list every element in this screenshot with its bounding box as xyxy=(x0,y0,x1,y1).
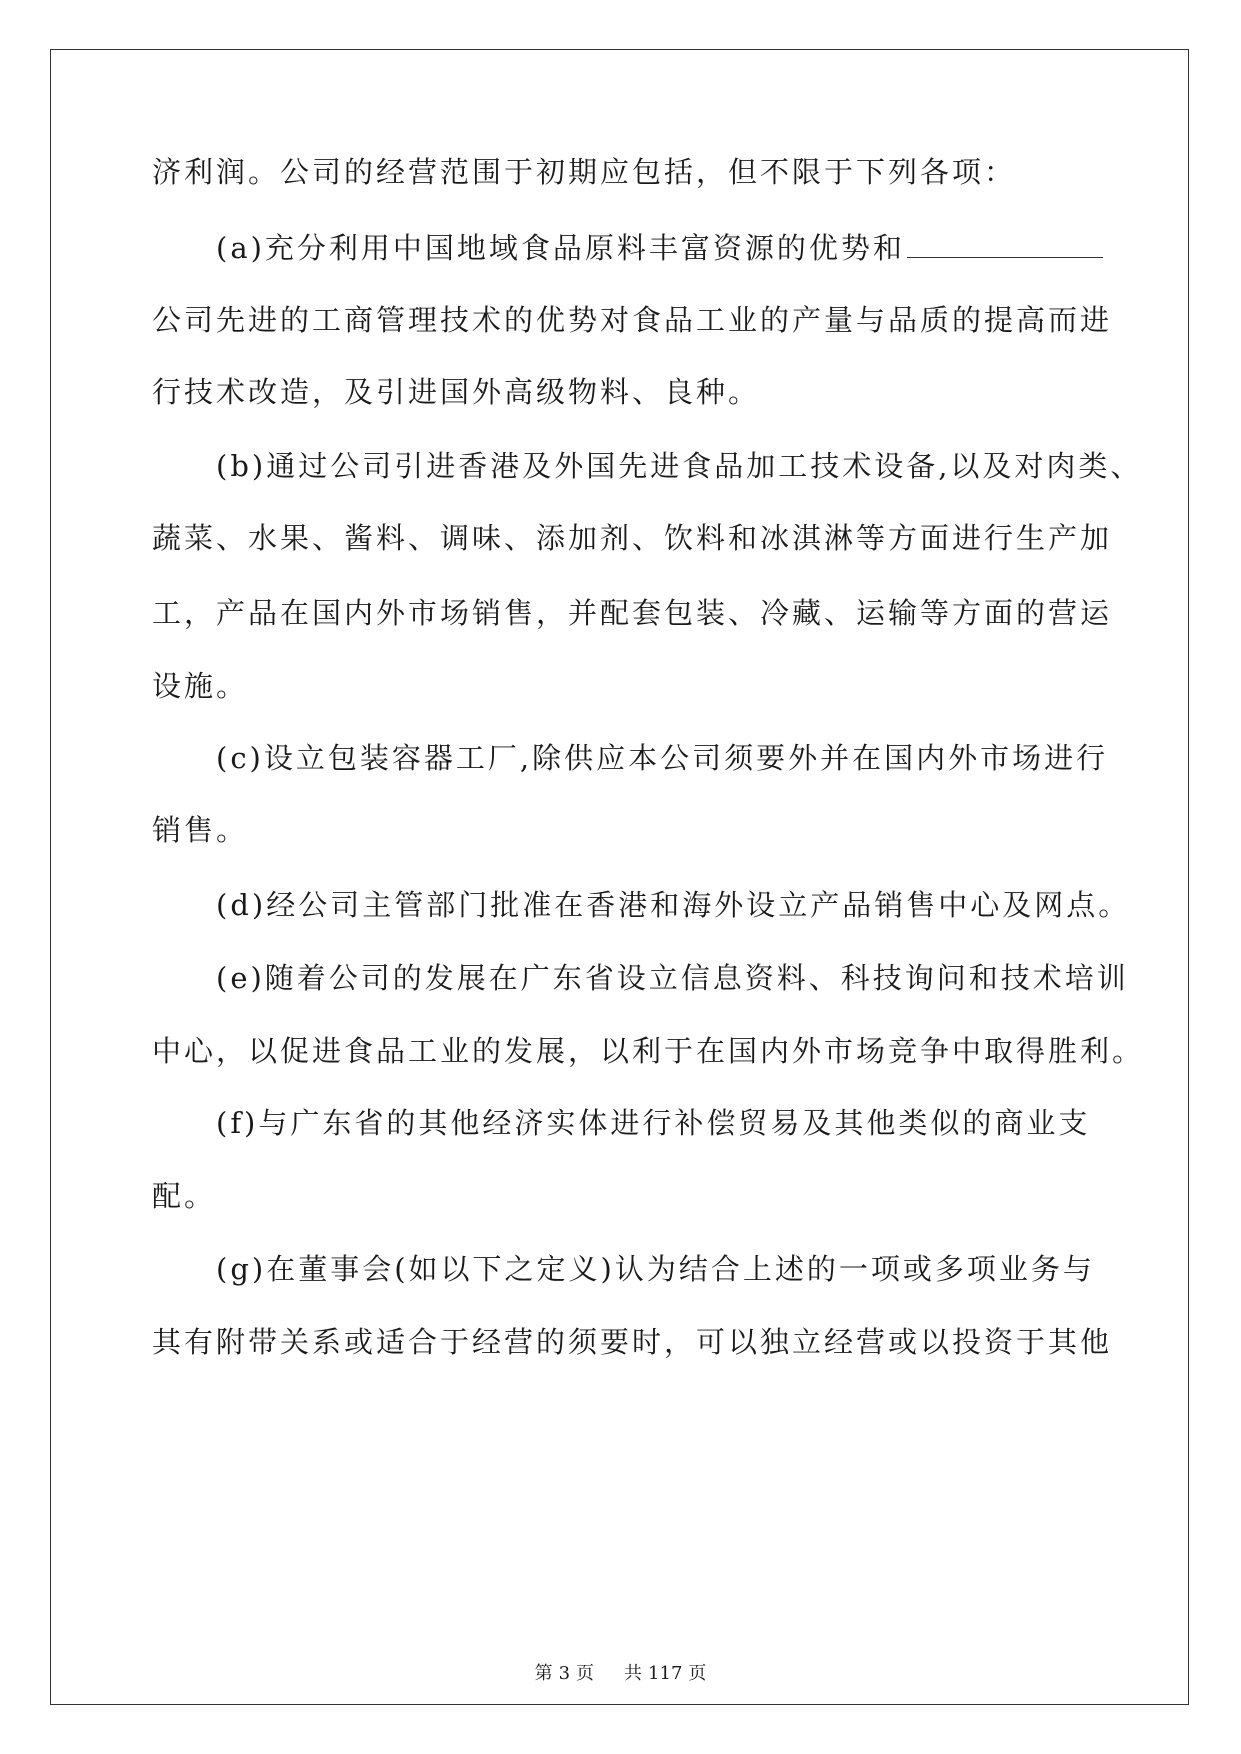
page-prefix: 第 xyxy=(534,1663,553,1684)
page-footer xyxy=(0,1662,1241,1686)
text-line-9: (c)设立包装容器工厂,除供应本公司须要外并在国内外市场进行 xyxy=(216,741,1109,775)
text-line-12: (e)随着公司的发展在广东省设立信息资料、科技询问和技术培训 xyxy=(216,961,1129,995)
total-prefix: 共 xyxy=(624,1663,643,1684)
text-line-2 xyxy=(216,228,1103,268)
page-border xyxy=(50,49,1189,1705)
text-line-13: 中心，以促进食品工业的发展，以利于在国内外市场竞争中取得胜利。 xyxy=(152,1034,1145,1068)
total-pages: 117 xyxy=(648,1663,683,1684)
text-line-11: (d)经公司主管部门批准在香港和海外设立产品销售中心及网点。 xyxy=(216,888,1131,922)
text-line-16: (g)在董事会(如以下之定义)认为结合上述的一项或多项业务与 xyxy=(216,1252,1095,1286)
page-number: 3 xyxy=(558,1663,571,1684)
text-line-3: 公司先进的工商管理技术的优势对食品工业的产量与品质的提高而进 xyxy=(152,303,1113,337)
text-line-4: 行技术改造，及引进国外高级物料、良种。 xyxy=(152,375,761,409)
text-line-8: 设施。 xyxy=(152,669,249,703)
text-line-15: 配。 xyxy=(152,1179,217,1213)
text-line-7: 工，产品在国内外市场销售，并配套包装、冷藏、运输等方面的营运 xyxy=(152,596,1113,630)
text-line-1: 济利润。公司的经营范围于初期应包括，但不限于下列各项： xyxy=(152,155,1017,189)
clause-a-start: (a)充分利用中国地域食品原料丰富资源的优势和 xyxy=(216,231,905,265)
text-line-5: (b)通过公司引进香港及外国先进食品加工技术设备,以及对肉类、 xyxy=(216,449,1143,483)
page-suffix: 页 xyxy=(576,1663,595,1684)
text-line-10: 销售。 xyxy=(152,813,249,847)
fill-in-blank xyxy=(907,231,1103,258)
total-suffix: 页 xyxy=(688,1663,707,1684)
text-line-17: 其有附带关系或适合于经营的须要时，可以独立经营或以投资于其他 xyxy=(152,1325,1113,1359)
text-line-6: 蔬菜、水果、酱料、调味、添加剂、饮料和冰淇淋等方面进行生产加 xyxy=(152,521,1113,555)
text-line-14: (f)与广东省的其他经济实体进行补偿贸易及其他类似的商业支 xyxy=(216,1106,1091,1140)
